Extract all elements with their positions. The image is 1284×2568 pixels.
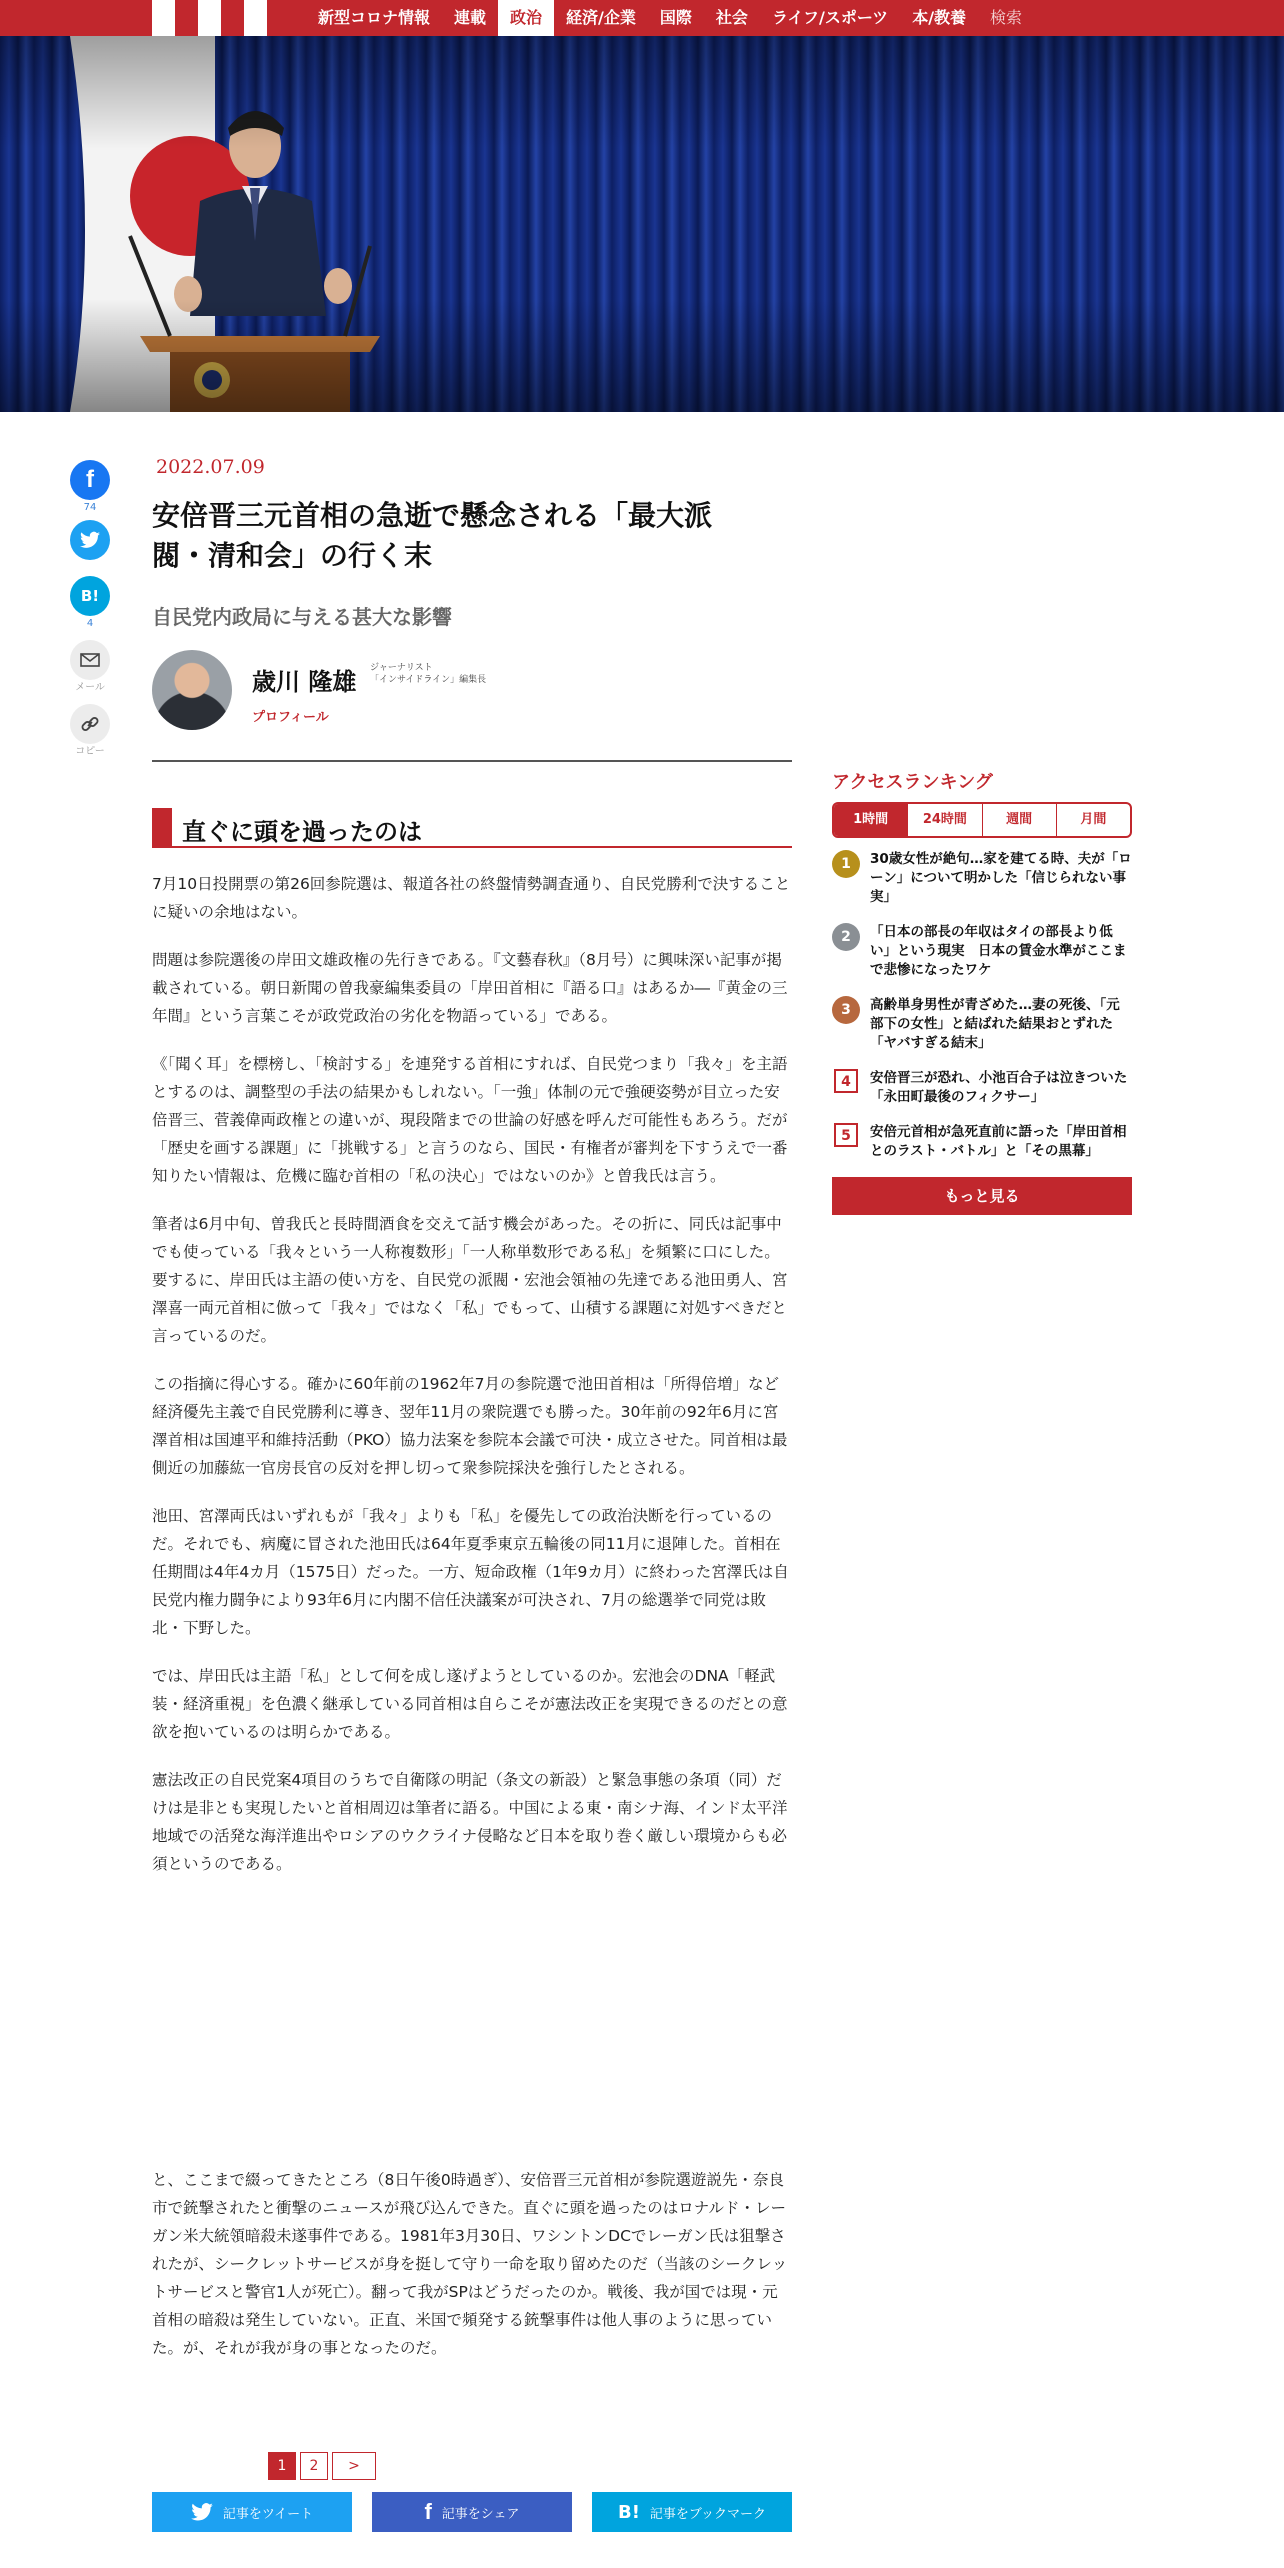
- tweet-article-label: 記事をツイート: [222, 2506, 314, 2522]
- mail-icon: [80, 653, 100, 667]
- ranking-item[interactable]: [832, 1123, 1132, 1161]
- bookmark-article-label: 記事をブックマーク: [649, 2506, 767, 2522]
- nav-item-series[interactable]: 連載: [454, 8, 487, 27]
- author-profile-link[interactable]: プロフィール: [252, 710, 329, 725]
- title-divider: [152, 760, 792, 762]
- nav-item-life-sports[interactable]: ライフ/スポーツ: [771, 8, 889, 27]
- ranking-item-title: 安倍元首相が急死直前に語った「岸田首相とのラスト・バトル」と「その黒幕」: [870, 1124, 1127, 1159]
- facebook-icon: f: [86, 466, 94, 493]
- top-nav: [0, 0, 1284, 36]
- ranking-item-title: 高齢単身男性が青ざめた…妻の死後、「元部下の女性」と結ばれた結果おとずれた「ヤバすぎる結末」: [870, 997, 1120, 1051]
- ranking-item[interactable]: [832, 923, 1132, 980]
- rank-badge-gold: 1: [832, 850, 860, 878]
- pagination: [268, 2452, 376, 2480]
- article-paragraph: 問題は参院選後の岸田文雄政権の先行きである。『文藝春秋』（8月号）に興味深い記事が掲載されている。朝日新聞の曽我豪編集委員の「岸田首相に『語る口』はあるか―『黄金の三年間』という言葉こそが政党政治の劣化を物語っている」である。: [152, 951, 788, 1025]
- rank-badge-silver: 2: [832, 923, 860, 951]
- share-article-button[interactable]: [372, 2492, 572, 2532]
- ranking-title: アクセスランキング: [832, 772, 993, 793]
- nav-item-international[interactable]: 国際: [659, 8, 692, 27]
- article-paragraph: 《「聞く耳」を標榜し、「検討する」を連発する首相にすれば、自民党つまり「我々」を主語とするのは、調整型の手法の結果かもしれない。「一強」体制の元で強硬姿勢が目立った安倍晋三、菅義偉両政権との違いが、現段階までの世論の好感を呼んだ可能性もあろう。だが「歴史を画する課題」に「挑戦する」と言うのなら、国民・有権者が審判を下すうえで一番知りたい情報は、危機に臨む首相の「私の決心」ではないのか》と曽我氏は言う。: [152, 1055, 788, 1185]
- article-body: [152, 870, 792, 2362]
- article-paragraph: では、岸田氏は主語「私」として何を成し遂げようとしているのか。宏池会のDNA「軽武装・経済重視」を色濃く継承している同首相は自らこそが憲法改正を実現できるのだとの意欲を抱いているのは明らかである。: [152, 1667, 788, 1741]
- rank-badge-bronze: 3: [832, 996, 860, 1024]
- article: [152, 452, 792, 2362]
- ranking-more-button[interactable]: もっと見る: [832, 1177, 1132, 1215]
- twitter-icon: [191, 2503, 213, 2521]
- next-page-link[interactable]: >: [332, 2452, 376, 2480]
- hatena-icon: B!: [80, 587, 100, 605]
- ranking-item[interactable]: [832, 1069, 1132, 1107]
- facebook-share-button[interactable]: [70, 460, 110, 500]
- article-paragraph: この指摘に得心する。確かに60年前の1962年7月の参院選で池田首相は「所得倍増」など経済優先主義で自民党勝利に導き、翌年11月の衆院選でも勝った。30年前の92年6月に宮澤首相は国連平和維持活動（PKO）協力法案を参院本会議で可決・成立させた。同首相は最側近の加藤紘一官房長官の反対を押し切って衆参院採決を強行したとされる。: [152, 1375, 788, 1477]
- link-icon: [80, 714, 100, 734]
- nav-item-corona[interactable]: 新型コロナ情報: [318, 8, 431, 27]
- article-paragraph: 筆者は6月中旬、曽我氏と長時間酒食を交えて話す機会があった。その折に、同氏は記事中でも使っている「我々という一人称複数形」「一人称単数形である私」を頻繁に口にした。要するに、岸田氏は主語の使い方を、自民党の派閥・宏池会領袖の先達である池田勇人、宮澤喜一両元首相に倣って「我々」ではなく「私」でもって、山積する課題に対処すべきだと言っているのだ。: [152, 1215, 788, 1345]
- mail-share-button[interactable]: [70, 640, 110, 680]
- hatena-bookmark-button[interactable]: [70, 576, 110, 616]
- article-subtitle: 自民党内政局に与える甚大な影響: [152, 605, 452, 629]
- tab-weekly[interactable]: 週間: [983, 804, 1057, 836]
- tab-1-hour[interactable]: 1時間: [834, 804, 908, 836]
- nav-search-link[interactable]: 検索: [990, 8, 1023, 27]
- copy-link-button[interactable]: [70, 704, 110, 744]
- article-title: 安倍晋三元首相の急逝で懸念される「最大派閥・清和会」の行く末: [152, 499, 713, 572]
- section-heading-text: 直ぐに頭を過ったのは: [182, 818, 422, 846]
- article-paragraph: 憲法改正の自民党案4項目のうちで自衛隊の明記（条文の新設）と緊急事態の条項（同）だけは是非とも実現したいと首相周辺は筆者に語る。中国による東・南シナ海、インド太平洋地域での活発な海洋進出やロシアのウクライナ侵略など日本を取り巻く厳しい環境からも必須というのである。: [152, 1771, 788, 1873]
- tab-24-hours[interactable]: 24時間: [908, 804, 982, 836]
- tweet-article-button[interactable]: [152, 2492, 352, 2532]
- ranking-item-title: 安倍晋三が恐れ、小池百合子は泣きついた「永田町最後のフィクサー」: [870, 1070, 1128, 1105]
- hatena-icon: B!: [617, 2501, 640, 2523]
- bottom-share-bar: [152, 2492, 792, 2532]
- nav-items: [306, 0, 1034, 36]
- article-paragraph: 池田、宮澤両氏はいずれもが「我々」よりも「私」を優先しての政治決断を行っているのだ。それでも、病魔に冒された池田氏は64年夏季東京五輪後の同11月に退陣した。首相在任期間は4年4カ月（1575日）だった。一方、短命政権（1年9カ月）に終わった宮澤氏は自民党内権力闘争により93年6月に内閣不信任決議案が可決され、7月の総選挙で同党は敗北・下野した。: [152, 1507, 789, 1637]
- author-block: [152, 650, 792, 732]
- nav-item-politics[interactable]: 政治: [498, 0, 554, 36]
- copy-label: コピー: [75, 746, 105, 757]
- ranking-item-title: 30歳女性が絶句…家を建てる時、夫が「ローン」について明かした「信じられない事実」: [870, 851, 1132, 905]
- twitter-share-button[interactable]: [70, 520, 110, 560]
- article-paragraph: 7月10日投開票の第26回参院選は、報道各社の終盤情勢調査通り、自民党勝利で決することに疑いの余地はない。: [152, 875, 791, 921]
- ad-space: [152, 1878, 792, 2146]
- author-role: [370, 662, 486, 686]
- section-heading-bar: [152, 808, 172, 846]
- ranking-item[interactable]: [832, 996, 1132, 1053]
- page-2-link[interactable]: 2: [300, 2452, 328, 2480]
- rank-badge: 4: [834, 1069, 858, 1093]
- tab-monthly[interactable]: 月間: [1080, 812, 1107, 827]
- page-1-link[interactable]: 1: [268, 2452, 296, 2480]
- facebook-share-count: 74: [83, 502, 97, 513]
- article-date: 2022.07.09: [156, 456, 265, 478]
- hero-image: [0, 36, 1284, 412]
- rank-badge: 5: [834, 1123, 858, 1147]
- author-avatar: [152, 650, 232, 730]
- hatena-bookmark-count: 4: [86, 618, 94, 629]
- author-role-line2: 「インサイドライン」編集長: [370, 675, 487, 685]
- nav-item-society[interactable]: 社会: [715, 8, 748, 27]
- share-article-label: 記事をシェア: [441, 2506, 520, 2522]
- mail-label: メール: [75, 682, 105, 693]
- article-paragraph: と、ここまで綴ってきたところ（8日午後0時過ぎ）、安倍晋三元首相が参院選遊説先・奈良市で銃撃されたと衝撃のニュースが飛び込んできた。直ぐに頭を過ったのはロナルド・レーガン米大統領暗殺未遂事件である。1981年3月30日、ワシントンDCでレーガン氏は狙撃されたが、シークレットサービスが身を挺して守り一命を取り留めたのだ（当該のシークレットサービスと警官1人が死亡）。翻って我がSPはどうだったのか。戦後、我が国では現・元首相の暗殺は発生していない。正直、米国で頻発する銃撃事件は他人事のように思っていた。が、それが我が身の事となったのだ。: [152, 2171, 788, 2357]
- author-name[interactable]: 歳川 隆雄: [252, 668, 357, 696]
- section-heading: [152, 808, 792, 848]
- facebook-icon: f: [424, 2499, 432, 2524]
- twitter-icon: [80, 531, 100, 549]
- bookmark-article-button[interactable]: [592, 2492, 792, 2532]
- ranking-item[interactable]: [832, 850, 1132, 907]
- site-logo[interactable]: [152, 0, 290, 36]
- author-role-line1: ジャーナリスト: [370, 663, 433, 673]
- access-ranking: [832, 768, 1132, 1215]
- ranking-list: [832, 850, 1132, 1161]
- nav-item-economy[interactable]: 経済/企業: [566, 8, 636, 27]
- nav-item-books[interactable]: 本/教養: [912, 8, 967, 27]
- share-column: [70, 460, 114, 760]
- ranking-item-title: 「日本の部長の年収はタイの部長より低い」という現実 日本の賃金水準がここまで悲惨になったワケ: [870, 924, 1127, 978]
- ranking-tabs: [832, 802, 1132, 838]
